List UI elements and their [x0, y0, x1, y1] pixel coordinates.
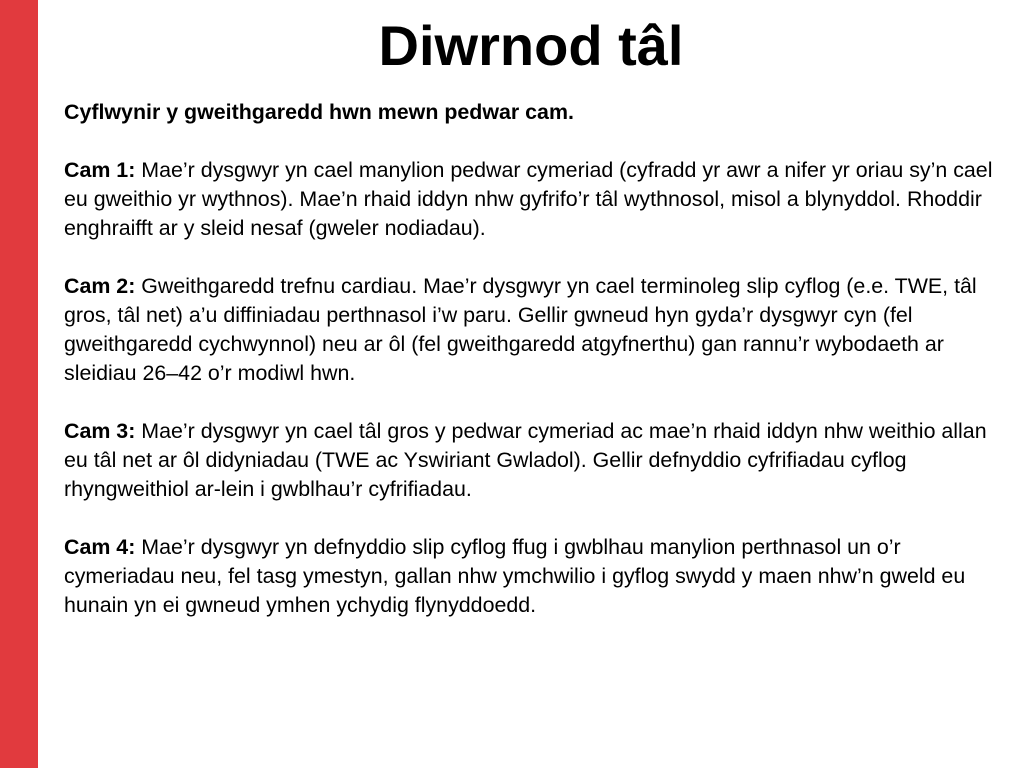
- step-4-label: Cam 4:: [64, 535, 136, 559]
- step-1-label: Cam 1:: [64, 158, 136, 182]
- step-1-text: Mae’r dysgwyr yn cael manylion pedwar cymeriad (cyfradd yr awr a nifer yr oriau sy’n cael eu gweithio yr wythnos). Mae’n rhaid iddyn nhw gyfrifo’r tâl wythnosol, misol a blynyddol. Rhoddir enghraifft ar y sleid nesaf (gweler nodiadau).: [64, 158, 993, 240]
- step-3-label: Cam 3:: [64, 419, 136, 443]
- step-2-label: Cam 2:: [64, 274, 136, 298]
- step-4-text: Mae’r dysgwyr yn defnyddio slip cyflog ffug i gwblhau manylion perthnasol un o’r cymeriadau neu, fel tasg ymestyn, gallan nhw ymchwilio i gyflog swydd y maen nhw’n gweld eu hunain yn ei gwneud ymhen ychydig flynyddoedd.: [64, 535, 966, 617]
- step-4: [64, 533, 994, 620]
- step-3-text: Mae’r dysgwyr yn cael tâl gros y pedwar cymeriad ac mae’n rhaid iddyn nhw weithio allan eu tâl net ar ôl didyniadau (TWE ac Yswiriant Gwladol). Gellir defnyddio cyfrifiadau cyflog rhyngweithiol ar-lein i gwblhau’r cyfrifiadau.: [64, 419, 987, 501]
- side-accent-bar: [0, 0, 38, 768]
- step-1: [64, 156, 994, 243]
- step-3: [64, 417, 994, 504]
- intro-text: Cyflwynir y gweithgaredd hwn mewn pedwar cam.: [64, 100, 574, 124]
- slide-body: [64, 98, 994, 620]
- slide-title: Diwrnod tâl: [378, 14, 684, 77]
- step-2-text: Gweithgaredd trefnu cardiau. Mae’r dysgwyr yn cael terminoleg slip cyflog (e.e. TWE, tâl gros, tâl net) a’u diffiniadau perthnasol i’w paru. Gellir gwneud hyn gyda’r dysgwyr cyn (fel gweithgaredd cychwynnol) neu ar ôl (fel gweithgaredd atgyfnerthu) gan rannu’r wybodaeth ar sleidiau 26–42 o’r modiwl hwn.: [64, 274, 977, 385]
- step-2: [64, 272, 994, 388]
